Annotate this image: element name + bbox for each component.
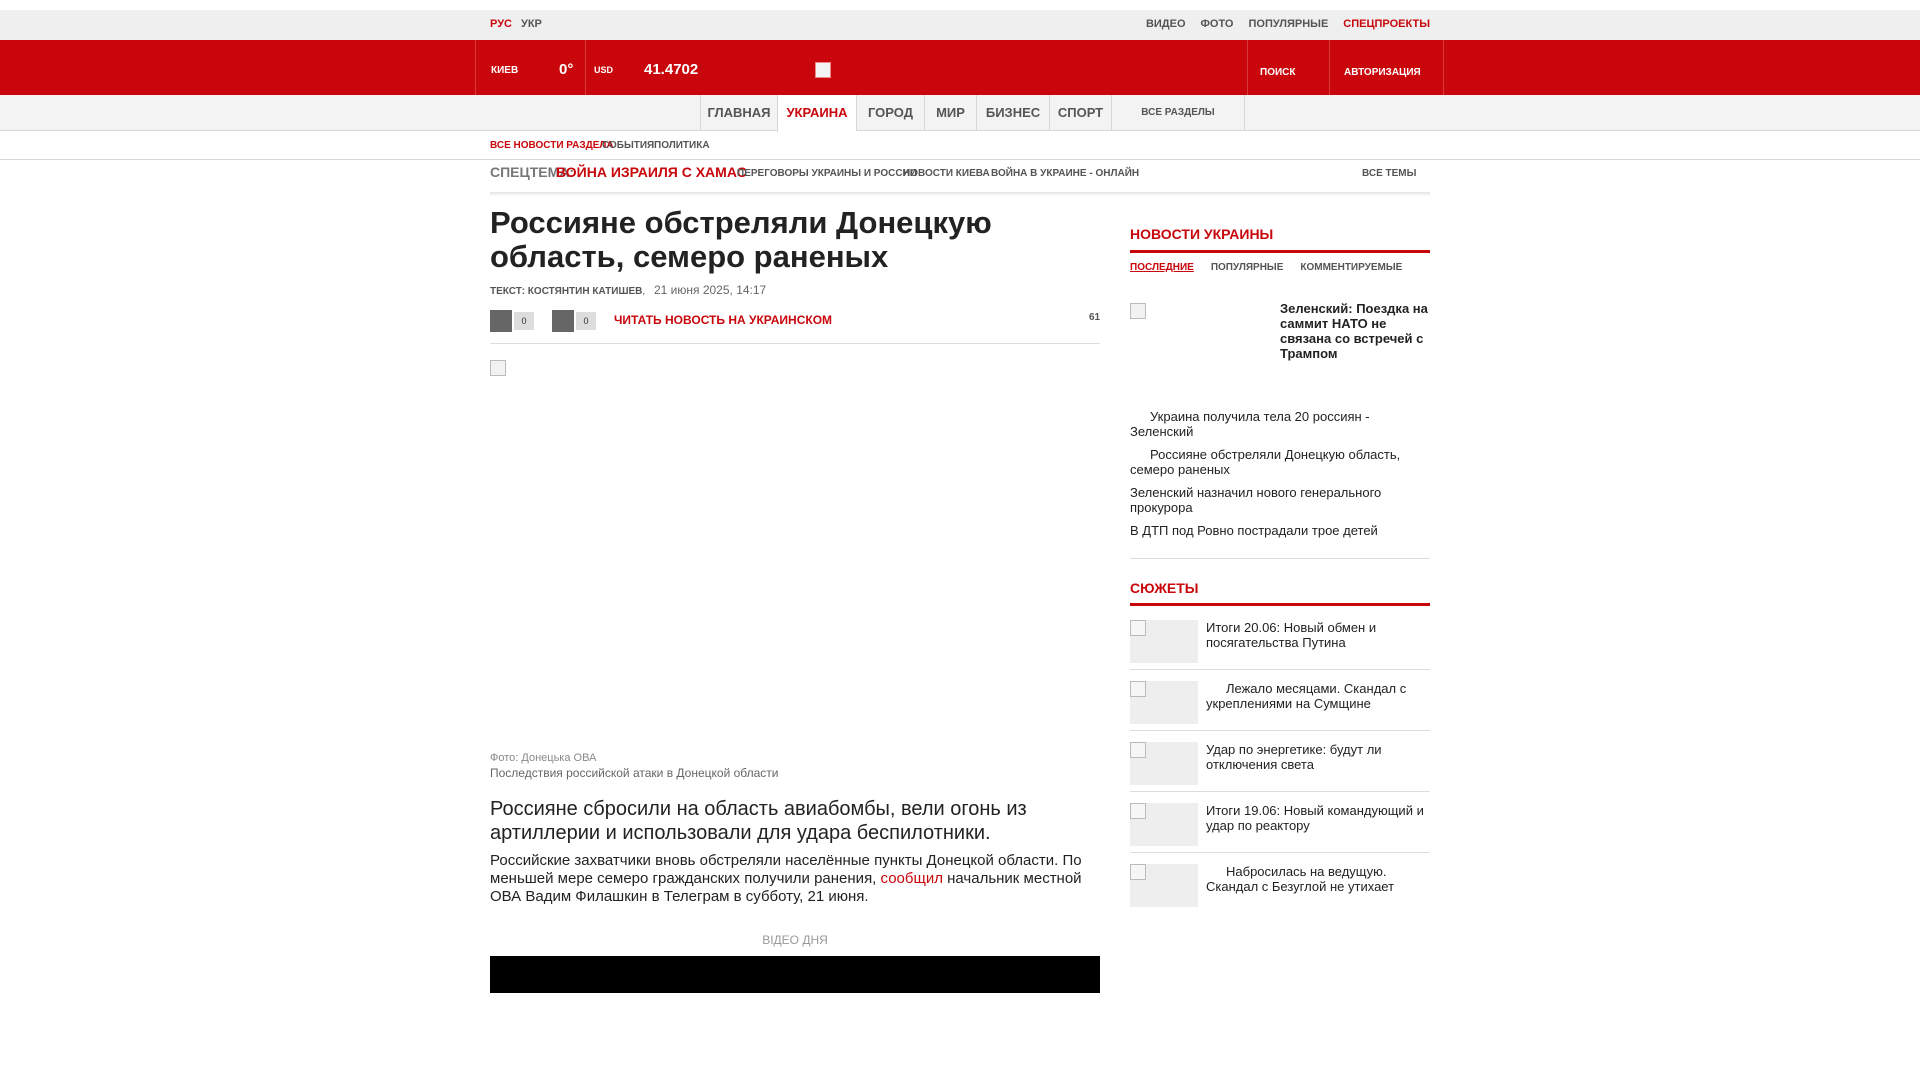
nav-item-ukraine[interactable]: УКРАИНА	[777, 95, 856, 132]
subnav-politics[interactable]: ПОЛИТИКА	[654, 140, 710, 151]
read-in-ukrainian-link[interactable]: ЧИТАТЬ НОВОСТЬ НА УКРАИНСКОМ	[614, 313, 833, 327]
news-list-item[interactable]	[1130, 409, 1430, 439]
broken-image-icon	[1130, 803, 1146, 819]
story-item[interactable]	[1130, 793, 1430, 853]
para-text: Российские захватчики вновь обстреляли населённые пункты Донецкой области. По меньшей мере семеро гражданских получили ранения,	[490, 852, 1082, 887]
story-thumbnail	[1130, 742, 1198, 785]
article-date: 21 июня 2025, 14:17	[653, 283, 767, 297]
nav-item-business[interactable]: БИЗНЕС	[976, 95, 1049, 131]
tab-latest[interactable]: ПОСЛЕДНИЕ	[1130, 262, 1194, 273]
share-count: 0	[576, 312, 596, 330]
temperature: 0°	[559, 61, 574, 78]
story-item[interactable]	[1130, 732, 1430, 792]
weather-widget[interactable]	[475, 40, 585, 95]
comments-count[interactable]: 61	[1089, 312, 1101, 323]
source-link[interactable]: сообщил	[880, 870, 943, 887]
themes-divider	[490, 192, 1430, 196]
video-of-day-label: ВІДЕО ДНЯ	[762, 933, 828, 947]
city-label: КИЕВ	[491, 65, 519, 76]
facebook-icon	[490, 310, 512, 332]
nav-item-sport[interactable]: СПОРТ	[1049, 95, 1111, 131]
story-title: Лежало месяцами. Скандал с укреплениями на Сумщине	[1206, 681, 1407, 711]
share-twitter-button[interactable]	[552, 310, 597, 332]
top-link-video[interactable]: ВИДЕО	[1145, 18, 1186, 30]
header-bar	[0, 40, 1920, 95]
subnav-all-news[interactable]: ВСЕ НОВОСТИ РАЗДЕЛА	[490, 140, 614, 151]
currency-widget[interactable]	[585, 40, 699, 95]
sidebar-news-heading[interactable]: НОВОСТИ УКРАИНЫ	[1130, 226, 1274, 242]
news-title: В ДТП под Ровно пострадали трое детей	[1130, 523, 1378, 538]
spec-theme-link[interactable]: ВОЙНА ИЗРАИЛЯ С ХАМАС	[556, 164, 747, 180]
story-title: Итоги 19.06: Новый командующий и удар по реактору	[1206, 803, 1424, 833]
broken-image-icon	[1130, 620, 1146, 636]
top-link-popular[interactable]: ПОПУЛЯРНЫЕ	[1248, 18, 1329, 30]
story-thumbnail	[1130, 681, 1198, 724]
broken-image-icon	[1130, 742, 1146, 758]
broken-image-icon	[1130, 681, 1146, 697]
theme-link-negotiations[interactable]: ПЕРЕГОВОРЫ УКРАИНЫ И РОССИИ	[737, 168, 917, 179]
lang-ru-link[interactable]: РУС	[490, 18, 512, 30]
news-title: Украина получила тела 20 россиян - Зеленский	[1130, 409, 1370, 439]
story-item[interactable]	[1130, 610, 1430, 670]
article-photo	[490, 360, 1100, 745]
tab-popular[interactable]: ПОПУЛЯРНЫЕ	[1210, 262, 1284, 273]
news-list-item[interactable]	[1130, 485, 1430, 515]
auth-button[interactable]	[1329, 40, 1444, 95]
currency-label: USD	[594, 65, 614, 75]
search-label: ПОИСК	[1260, 67, 1296, 78]
subnav-events[interactable]: СОБЫТИЯ	[602, 140, 655, 151]
news-title: Россияне обстреляли Донецкую область, семеро раненых	[1130, 447, 1401, 477]
nav-item-city[interactable]: ГОРОД	[856, 95, 924, 131]
auth-label: АВТОРИЗАЦИЯ	[1344, 67, 1421, 78]
sidebar-divider	[1130, 558, 1430, 559]
story-title: Удар по энергетике: будут ли отключения света	[1206, 742, 1382, 772]
top-utility-bar	[0, 10, 1920, 40]
story-item[interactable]	[1130, 854, 1430, 914]
nav-item-world[interactable]: МИР	[924, 95, 976, 131]
tab-commented[interactable]: КОММЕНТИРУЕМЫЕ	[1300, 262, 1403, 273]
search-button[interactable]	[1247, 40, 1329, 95]
article-lead: Россияне сбросили на область авиабомбы, вели огонь из артиллерии и использовали для удара беспилотники.	[490, 798, 1027, 844]
article-paragraph	[490, 852, 1100, 906]
site-logo-image[interactable]	[815, 62, 831, 78]
broken-image-icon	[490, 360, 506, 376]
story-thumbnail	[1130, 803, 1198, 846]
main-nav	[0, 95, 1920, 131]
sidebar-heading-line	[1130, 603, 1430, 606]
theme-link-all-topics[interactable]: ВСЕ ТЕМЫ	[1362, 168, 1417, 179]
news-list-item[interactable]	[1130, 523, 1430, 538]
top-links	[1146, 18, 1430, 30]
video-player[interactable]	[490, 956, 1100, 993]
top-link-special-projects[interactable]: СПЕЦПРОЕКТЫ	[1343, 18, 1430, 30]
currency-value: 41.4702	[644, 61, 699, 78]
story-title: Набросилась на ведущую. Скандал с Безуглой не утихает	[1206, 864, 1395, 894]
story-title: Итоги 20.06: Новый обмен и посягательства Путина	[1206, 620, 1377, 650]
share-facebook-button[interactable]	[490, 310, 535, 332]
share-count: 0	[514, 312, 534, 330]
theme-link-kyiv-news[interactable]: НОВОСТИ КИЕВА	[903, 168, 990, 179]
theme-link-war-online[interactable]: ВОЙНА В УКРАИНЕ - ОНЛАЙН	[991, 168, 1140, 179]
lang-ua-link[interactable]: УКР	[521, 18, 542, 30]
story-thumbnail	[1130, 620, 1198, 663]
story-thumbnail	[1130, 864, 1198, 907]
spec-theme-label: СПЕЦТЕМА:	[490, 164, 575, 180]
main-news-image[interactable]	[1130, 303, 1146, 319]
article-title: Россияне обстреляли Донецкую область, семеро раненых	[490, 205, 992, 274]
para-text: начальник местной ОВА Вадим Филашкин в Телеграм в субботу, 21 июня.	[490, 870, 1082, 905]
divider	[490, 343, 1100, 344]
photo-credit: Фото: Донецька ОВА	[490, 752, 597, 764]
news-list-item[interactable]	[1130, 447, 1430, 477]
broken-image-icon	[1130, 864, 1146, 880]
twitter-icon	[552, 310, 574, 332]
photo-caption: Последствия российской атаки в Донецкой области	[490, 766, 779, 780]
article-byline: ТЕКСТ: КОСТЯНТИН КАТИШЕВ, 21 июня 2025, 14:17	[490, 283, 767, 297]
section-subnav	[0, 132, 1920, 160]
main-news-title[interactable]: Зеленский: Поездка на саммит НАТО не связана со встречей с Трампом	[1280, 301, 1428, 361]
nav-item-main[interactable]: ГЛАВНАЯ	[700, 95, 777, 131]
sidebar-stories-heading[interactable]: СЮЖЕТЫ	[1130, 580, 1199, 596]
themes-bar	[490, 160, 1430, 194]
top-link-photo[interactable]: ФОТО	[1200, 18, 1234, 30]
sidebar-heading-line	[1130, 250, 1430, 253]
article-author[interactable]: ТЕКСТ: КОСТЯНТИН КАТИШЕВ	[490, 286, 643, 297]
sidebar-tabs	[1130, 262, 1402, 273]
nav-item-all-sections[interactable]: ВСЕ РАЗДЕЛЫ	[1111, 95, 1245, 131]
news-title: Зеленский назначил нового генерального прокурора	[1130, 485, 1382, 515]
story-item[interactable]	[1130, 671, 1430, 731]
